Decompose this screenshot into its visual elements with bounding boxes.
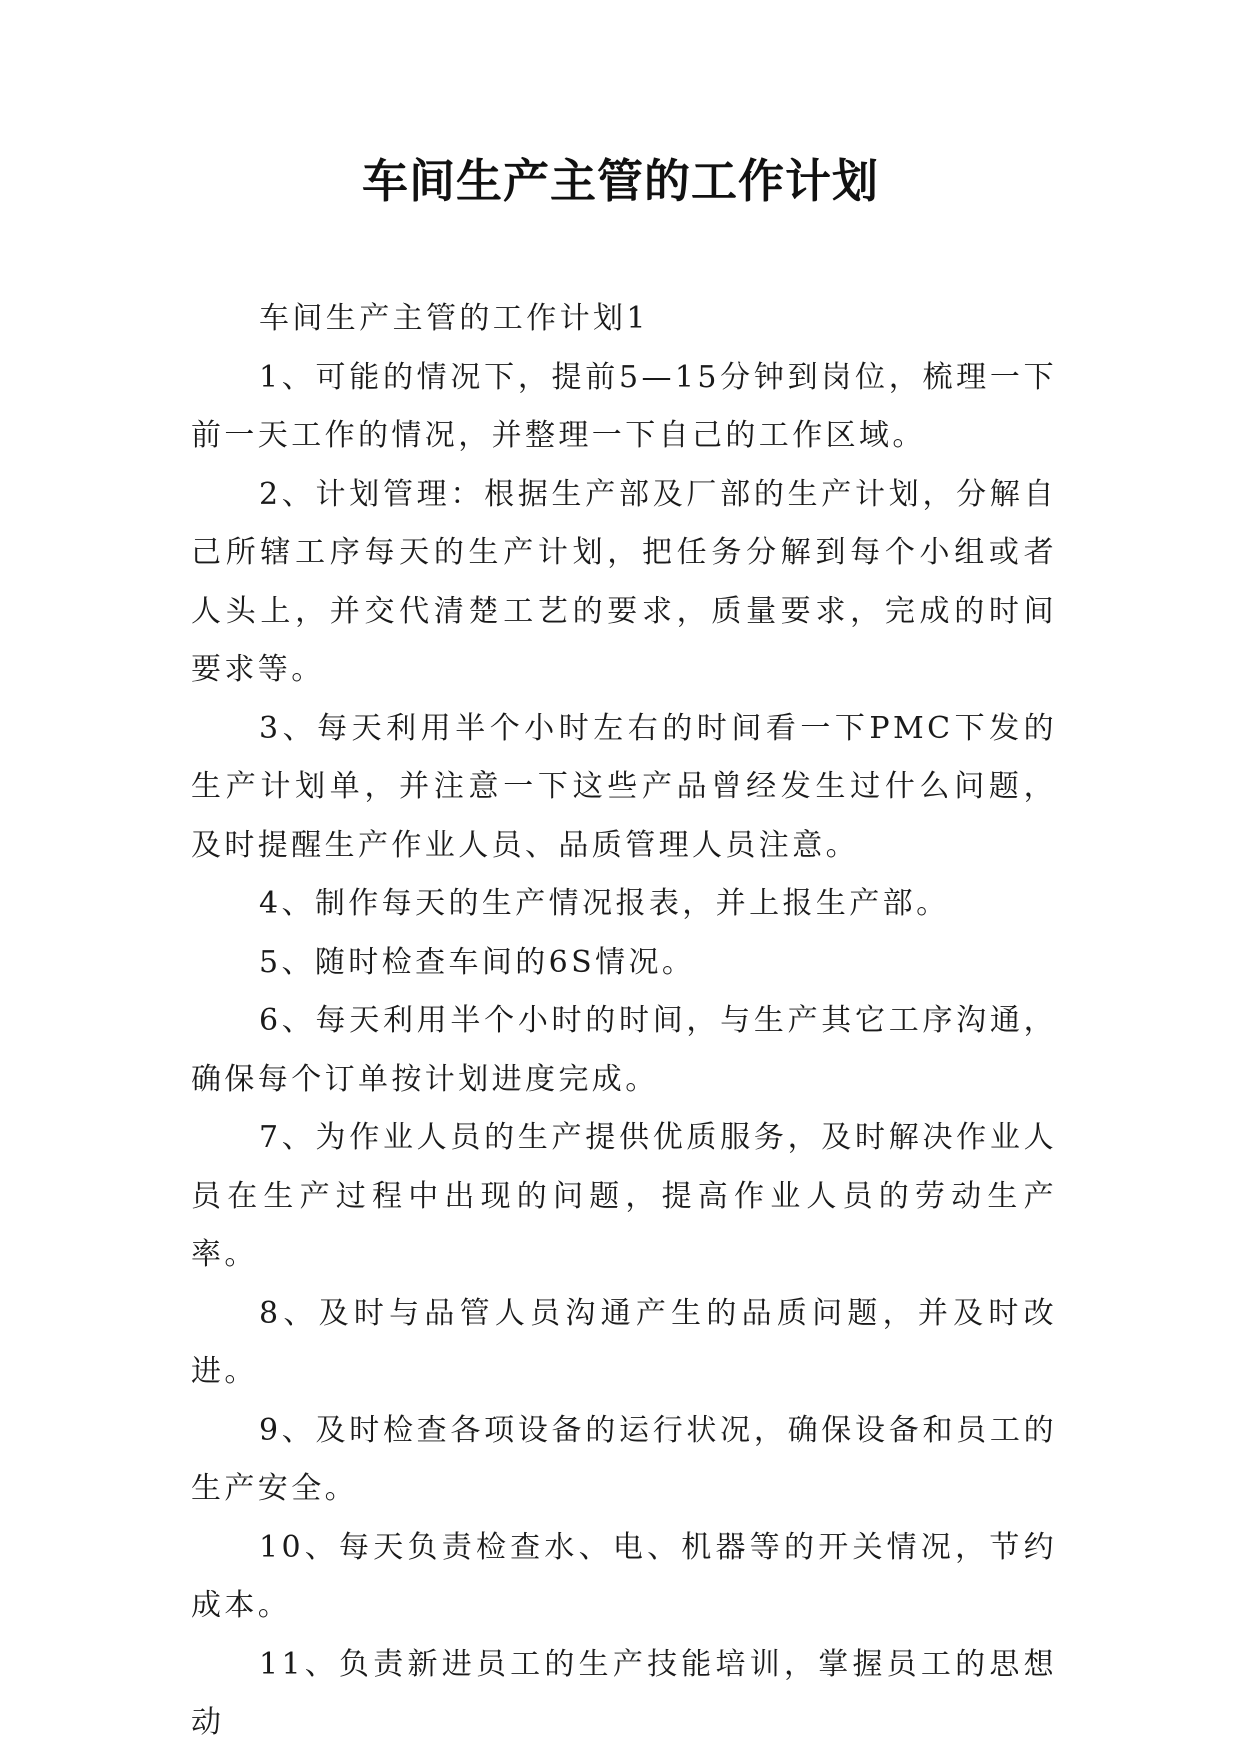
document-body — [191, 290, 1057, 1753]
paragraph-item-8: 8、及时与品管人员沟通产生的品质问题，并及时改进。 — [191, 1295, 1057, 1389]
paragraph-item-3: 3、每天利用半个小时左右的时间看一下PMC下发的生产计划单，并注意一下这些产品曾经发生过什么问题，及时提醒生产作业人员、品质管理人员注意。 — [191, 710, 1057, 863]
paragraph-item-5: 5、随时检查车间的6S情况。 — [259, 944, 696, 980]
paragraph-heading: 车间生产主管的工作计划1 — [259, 301, 649, 336]
paragraph-item-7: 7、为作业人员的生产提供优质服务，及时解决作业人员在生产过程中出现的问题，提高作业人员的劳动生产率。 — [191, 1120, 1057, 1272]
paragraph-item-2: 2、计划管理：根据生产部及厂部的生产计划，分解自己所辖工序每天的生产计划，把任务分解到每个小组或者人头上，并交代清楚工艺的要求，质量要求，完成的时间要求等。 — [191, 476, 1057, 687]
paragraph-item-10: 10、每天负责检查水、电、机器等的开关情况，节约成本。 — [191, 1529, 1057, 1623]
paragraph-item-1: 1、可能的情况下，提前5—15分钟到岗位，梳理一下前一天工作的情况，并整理一下自己的工作区域。 — [191, 359, 1057, 453]
paragraph-item-11: 11、负责新进员工的生产技能培训，掌握员工的思想动 — [191, 1646, 1057, 1740]
paragraph-item-9: 9、及时检查各项设备的运行状况，确保设备和员工的生产安全。 — [191, 1412, 1057, 1506]
document-title: 车间生产主管的工作计划 — [362, 154, 879, 208]
paragraph-item-4: 4、制作每天的生产情况报表，并上报生产部。 — [259, 886, 950, 921]
paragraph-item-6: 6、每天利用半个小时的时间，与生产其它工序沟通，确保每个订单按计划进度完成。 — [191, 1003, 1057, 1097]
